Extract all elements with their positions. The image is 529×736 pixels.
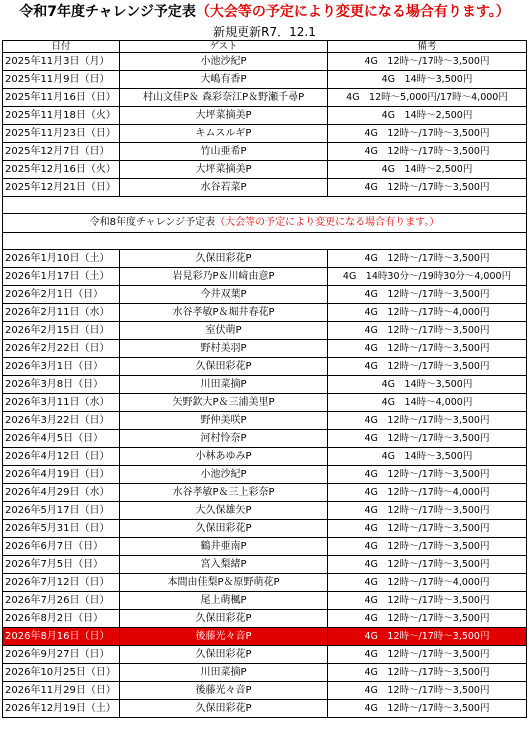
- date-cell: 2026年9月27日（日）: [3, 646, 120, 664]
- guest-cell: 水谷孝敏P＆三上彩奈P: [120, 484, 328, 502]
- date-cell: 2026年3月8日（日）: [3, 376, 120, 394]
- guest-cell: 久保田彩花P: [120, 646, 328, 664]
- note-cell: 4G 14時～3,500円: [328, 448, 527, 466]
- date-cell: 2026年2月15日（日）: [3, 322, 120, 340]
- note-cell: 4G 14時～3,500円: [328, 71, 527, 89]
- table-row: [3, 592, 527, 610]
- page-title: [0, 0, 529, 24]
- guest-cell: 尾上萌楓P: [120, 592, 328, 610]
- table-row: [3, 664, 527, 682]
- table-row: [3, 538, 527, 556]
- note-cell: 4G 12時～/17時～3,500円: [328, 179, 527, 197]
- title-note: （大会等の予定により変更になる場合有ります。）: [195, 4, 510, 20]
- guest-cell: 後藤光々音P: [120, 682, 328, 700]
- table-row: [3, 376, 527, 394]
- note-cell: 4G 12時～/17時～3,500円: [328, 340, 527, 358]
- section-title-cell: [3, 214, 527, 233]
- header-row: [3, 41, 527, 53]
- guest-cell: 水谷孝敏P＆堀井春花P: [120, 304, 328, 322]
- table-row: [3, 358, 527, 376]
- date-cell: 2026年11月29日（日）: [3, 682, 120, 700]
- date-cell: 2025年11月18日（火）: [3, 107, 120, 125]
- date-cell: 2026年1月17日（土）: [3, 268, 120, 286]
- guest-cell: 久保田彩花P: [120, 610, 328, 628]
- guest-cell: 河村怜奈P: [120, 430, 328, 448]
- guest-cell: 久保田彩花P: [120, 358, 328, 376]
- date-cell: 2026年2月22日（日）: [3, 340, 120, 358]
- guest-cell: キムスルギP: [120, 125, 328, 143]
- guest-cell: 後藤光々音P: [120, 628, 328, 646]
- schedule-table: [2, 40, 527, 718]
- table-row: [3, 646, 527, 664]
- blank-cell: [3, 197, 527, 214]
- date-cell: 2026年5月31日（日）: [3, 520, 120, 538]
- table-row: [3, 89, 527, 107]
- table-row: [3, 179, 527, 197]
- note-cell: 4G 12時～/17時～3,500円: [328, 538, 527, 556]
- note-cell: 4G 14時～3,500円: [328, 376, 527, 394]
- note-cell: 4G 12時～/17時～3,500円: [328, 664, 527, 682]
- note-cell: 4G 12時～/17時～3,500円: [328, 125, 527, 143]
- date-cell: 2026年2月1日（日）: [3, 286, 120, 304]
- guest-cell: 川田菜摘P: [120, 376, 328, 394]
- table-row: [3, 286, 527, 304]
- date-cell: 2026年8月16日（日）: [3, 628, 120, 646]
- section-title: 令和8年度チャレンジ予定表: [89, 217, 216, 228]
- table-row: [3, 484, 527, 502]
- guest-cell: 野仲美咲P: [120, 412, 328, 430]
- note-cell: 4G 12時～/17時～3,500円: [328, 53, 527, 71]
- note-cell: 4G 14時～2,500円: [328, 161, 527, 179]
- note-cell: 4G 12時～/17時～3,500円: [328, 322, 527, 340]
- date-cell: 2025年11月9日（日）: [3, 71, 120, 89]
- table-row: [3, 628, 527, 646]
- note-cell: 4G 12時～/17時～3,500円: [328, 286, 527, 304]
- table-row: [3, 250, 527, 268]
- note-cell: 4G 12時～/17時～3,500円: [328, 412, 527, 430]
- table-row: [3, 682, 527, 700]
- table-row: [3, 71, 527, 89]
- table-row: [3, 430, 527, 448]
- date-cell: 2025年12月7日（日）: [3, 143, 120, 161]
- date-cell: 2026年4月29日（水）: [3, 484, 120, 502]
- guest-cell: 室伏萌P: [120, 322, 328, 340]
- note-cell: 4G 12時～/17時～3,500円: [328, 143, 527, 161]
- update-label: 新規更新R7．12.1: [213, 25, 316, 39]
- table-row: [3, 448, 527, 466]
- date-cell: 2025年12月21日（日）: [3, 179, 120, 197]
- section-note: （大会等の予定により変更になる場合有ります。）: [215, 217, 440, 228]
- table-row: [3, 502, 527, 520]
- guest-cell: 水谷若菜P: [120, 179, 328, 197]
- date-cell: 2026年4月19日（日）: [3, 466, 120, 484]
- guest-cell: 矢野欽大P＆三浦美里P: [120, 394, 328, 412]
- date-cell: 2025年11月16日（日）: [3, 89, 120, 107]
- note-cell: 4G 14時～2,500円: [328, 107, 527, 125]
- blank-cell: [3, 233, 527, 250]
- table-row: [3, 340, 527, 358]
- guest-cell: 小池沙紀P: [120, 53, 328, 71]
- guest-cell: 大久保雄矢P: [120, 502, 328, 520]
- date-cell: 2026年2月11日（水）: [3, 304, 120, 322]
- table-row: [3, 322, 527, 340]
- guest-cell: 大嶋有香P: [120, 71, 328, 89]
- guest-cell: 本間由佳梨P＆原野萌花P: [120, 574, 328, 592]
- date-cell: 2025年11月23日（日）: [3, 125, 120, 143]
- date-cell: 2026年10月25日（日）: [3, 664, 120, 682]
- note-cell: 4G 12時～/17時～4,000円: [328, 304, 527, 322]
- guest-cell: 久保田彩花P: [120, 250, 328, 268]
- note-cell: 4G 12時～/17時～4,000円: [328, 484, 527, 502]
- title-main: 令和7年度チャレンジ予定表: [19, 4, 196, 20]
- guest-cell: 今井双葉P: [120, 286, 328, 304]
- note-cell: 4G 12時～/17時～3,500円: [328, 502, 527, 520]
- date-cell: 2025年11月3日（月）: [3, 53, 120, 71]
- table-row: [3, 466, 527, 484]
- guest-cell: 村山文佳P＆ 森彩奈江P＆野瀬千尋P: [120, 89, 328, 107]
- header-note: 備考: [328, 41, 527, 53]
- table-row: [3, 161, 527, 179]
- date-cell: 2026年5月17日（日）: [3, 502, 120, 520]
- header-guest: ゲスト: [120, 41, 328, 53]
- table-row: [3, 700, 527, 718]
- date-cell: 2026年3月11日（水）: [3, 394, 120, 412]
- date-cell: 2026年4月5日（日）: [3, 430, 120, 448]
- table-row: [3, 610, 527, 628]
- date-cell: 2026年3月22日（日）: [3, 412, 120, 430]
- table-row: [3, 412, 527, 430]
- note-cell: 4G 12時～/17時～3,500円: [328, 682, 527, 700]
- blank-row: [3, 197, 527, 214]
- table-row: [3, 125, 527, 143]
- note-cell: 4G 12時～/17時～4,000円: [328, 574, 527, 592]
- guest-cell: 川田菜摘P: [120, 664, 328, 682]
- note-cell: 4G 12時～/17時～3,500円: [328, 610, 527, 628]
- note-cell: 4G 12時～5,000円/17時～4,000円: [328, 89, 527, 107]
- date-cell: 2026年12月19日（土）: [3, 700, 120, 718]
- date-cell: 2026年7月5日（日）: [3, 556, 120, 574]
- note-cell: 4G 12時～/17時～3,500円: [328, 592, 527, 610]
- section-title-row: [3, 214, 527, 233]
- note-cell: 4G 12時～/17時～3,500円: [328, 556, 527, 574]
- table-row: [3, 556, 527, 574]
- note-cell: 4G 14時30分～/19時30分～4,000円: [328, 268, 527, 286]
- note-cell: 4G 12時～/17時～3,500円: [328, 250, 527, 268]
- guest-cell: 野村美羽P: [120, 340, 328, 358]
- date-cell: 2026年8月2日（日）: [3, 610, 120, 628]
- date-cell: 2026年1月10日（土）: [3, 250, 120, 268]
- table-row: [3, 53, 527, 71]
- table-row: [3, 520, 527, 538]
- schedule-body: [3, 53, 527, 718]
- guest-cell: 小林あゆみP: [120, 448, 328, 466]
- guest-cell: 久保田彩花P: [120, 700, 328, 718]
- date-cell: 2025年12月16日（火）: [3, 161, 120, 179]
- guest-cell: 小池沙紀P: [120, 466, 328, 484]
- note-cell: 4G 12時～/17時～3,500円: [328, 520, 527, 538]
- guest-cell: 岩見彩乃P＆川﨑由意P: [120, 268, 328, 286]
- date-cell: 2026年4月12日（日）: [3, 448, 120, 466]
- date-cell: 2026年6月7日（日）: [3, 538, 120, 556]
- note-cell: 4G 12時～/17時～3,500円: [328, 430, 527, 448]
- table-row: [3, 304, 527, 322]
- date-cell: 2026年7月12日（日）: [3, 574, 120, 592]
- table-row: [3, 394, 527, 412]
- guest-cell: 宮入梨緒P: [120, 556, 328, 574]
- guest-cell: 大坪菜摘美P: [120, 107, 328, 125]
- date-cell: 2026年3月1日（日）: [3, 358, 120, 376]
- date-cell: 2026年7月26日（日）: [3, 592, 120, 610]
- header-date: 日付: [3, 41, 120, 53]
- note-cell: 4G 14時～4,000円: [328, 394, 527, 412]
- blank-row: [3, 233, 527, 250]
- note-cell: 4G 12時～/17時～3,500円: [328, 700, 527, 718]
- note-cell: 4G 12時～/17時～3,500円: [328, 466, 527, 484]
- note-cell: 4G 12時～/17時～3,500円: [328, 646, 527, 664]
- guest-cell: 久保田彩花P: [120, 520, 328, 538]
- table-row: [3, 107, 527, 125]
- table-row: [3, 574, 527, 592]
- note-cell: 4G 12時～/17時～3,500円: [328, 628, 527, 646]
- note-cell: 4G 12時～/17時～3,500円: [328, 358, 527, 376]
- guest-cell: 大坪菜摘美P: [120, 161, 328, 179]
- table-row: [3, 268, 527, 286]
- guest-cell: 鶴井亜南P: [120, 538, 328, 556]
- guest-cell: 竹山亜希P: [120, 143, 328, 161]
- table-row: [3, 143, 527, 161]
